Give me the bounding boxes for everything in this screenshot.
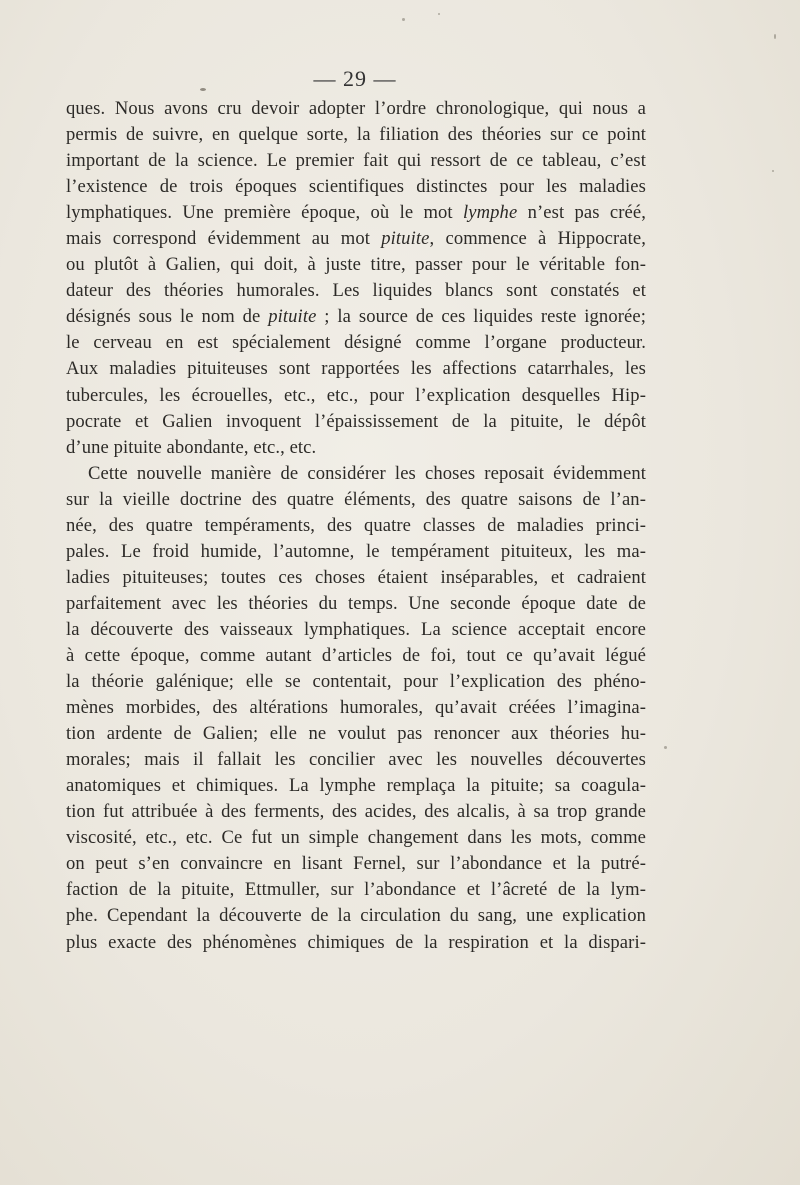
text-line: tubercules, les écrouelles, etc., etc., pour l’explication desquelles Hip- [66,384,646,406]
text-line: ou plutôt à Galien, qui doit, à juste titre, passer pour le véritable fon- [66,254,646,276]
paper-speck [402,18,405,21]
italic-term: pituite [381,228,430,250]
text-line: née, des quatre tempéraments, des quatre classes de maladies princi- [66,514,646,536]
text-line: Aux maladies pituiteuses sont rapportées les affections catarrhales, les [66,358,646,380]
text-line: on peut s’en convaincre en lisant Fernel, sur l’abondance et la putré- [66,853,646,875]
paper-speck [664,746,667,749]
text-line: faction de la pituite, Ettmuller, sur l’abondance et l’âcreté de la lym- [66,879,646,901]
text-line: morales; mais il fallait les concilier avec les nouvelles découvertes [66,749,646,771]
text-line: tion fut attribuée à des ferments, des acides, des alcalis, à sa trop grande [66,801,646,823]
text-line: pales. Le froid humide, l’automne, le tempérament pituiteux, les ma- [66,540,646,562]
text-line: parfaitement avec les théories du temps. Une seconde époque date de [66,592,646,614]
paper-speck [438,13,440,15]
text-line: mais correspond évidemment au mot pituite, commence à Hippocrate, [66,228,646,250]
text-line: Cette nouvelle manière de considérer les choses reposait évidemment [88,462,646,484]
text-line: dateur des théories humorales. Les liquides blancs sont constatés et [66,280,646,302]
body-text [66,96,646,956]
text-line: l’existence de trois époques scientifiques distinctes pour les maladies [66,176,646,198]
text-line: à cette époque, comme autant d’articles de foi, tout ce qu’avait légué [66,644,646,666]
paper-speck [774,34,776,39]
text-line: anatomiques et chimiques. La lymphe remplaça la pituite; sa coagula- [66,775,646,797]
text-line: lymphatiques. Une première époque, où le mot lymphe n’est pas créé, [66,202,646,224]
text-line: ques. Nous avons cru devoir adopter l’ordre chronologique, qui nous a [66,98,646,119]
text-line: sur la vieille doctrine des quatre éléments, des quatre saisons de l’an- [66,488,646,510]
text-line: plus exacte des phénomènes chimiques de la respiration et la dispari- [66,931,646,953]
text-line: pocrate et Galien invoquent l’épaississement de la pituite, le dépôt [66,410,646,432]
italic-term: lymphe [463,202,518,224]
italic-term: pituite [268,306,317,328]
text-line: d’une pituite abondante, etc., etc. [66,436,317,458]
text-line: important de la science. Le premier fait qui ressort de ce tableau, c’est [66,150,646,172]
text-line: viscosité, etc., etc. Ce fut un simple changement dans les mots, comme [66,827,646,849]
text-line: ladies pituiteuses; toutes ces choses étaient inséparables, et cadraient [66,566,646,588]
paper-speck [772,170,774,172]
text-line: le cerveau en est spécialement désigné comme l’organe producteur. [66,332,646,354]
text-line: mènes morbides, des altérations humorales, qu’avait créées l’imagina- [66,697,646,719]
page-number: — 29 — [313,66,397,91]
text-line: la découverte des vaisseaux lymphatiques. La science acceptait encore [66,618,646,640]
text-line: désignés sous le nom de pituite ; la source de ces liquides reste ignorée; [66,306,646,328]
paragraph-2 [66,461,646,956]
text-line: permis de suivre, en quelque sorte, la filiation des théories sur ce point [66,124,646,146]
text-line: la théorie galénique; elle se contentait, pour l’explication des phéno- [66,671,646,693]
text-line: tion ardente de Galien; elle ne voulut pas renoncer aux théories hu- [66,723,646,745]
paragraph-1 [66,96,646,461]
text-line: phe. Cependant la découverte de la circulation du sang, une explication [66,905,646,927]
